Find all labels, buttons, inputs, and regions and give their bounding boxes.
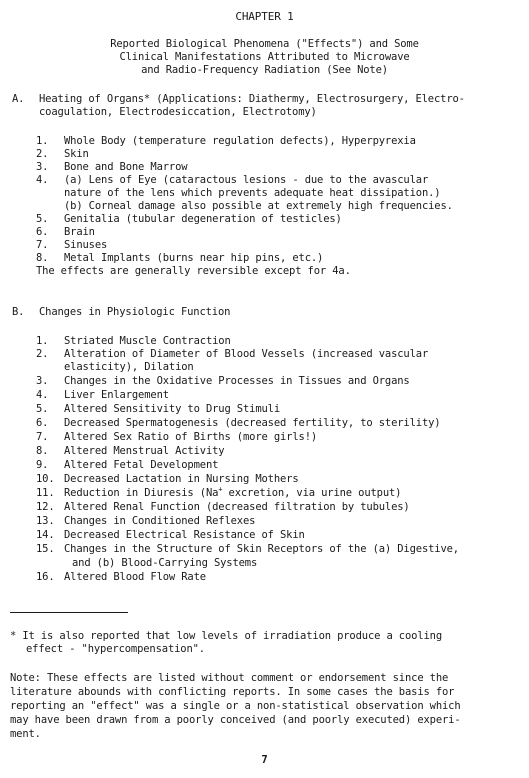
section-b-item: Alteration of Diameter of Blood Vessels (increased vascular bbox=[64, 348, 429, 360]
section-a-item-number: 8. bbox=[36, 252, 49, 264]
section-b-item-number: 12. bbox=[36, 501, 55, 513]
section-b-item bbox=[64, 487, 401, 501]
section-b-item: Decreased Spermatogenesis (decreased fertility, to sterility) bbox=[64, 417, 441, 429]
section-b-item-number: 15. bbox=[36, 543, 55, 555]
section-b-item: Altered Renal Function (decreased filtration by tubules) bbox=[64, 501, 410, 513]
section-a-item-number: 7. bbox=[36, 239, 49, 251]
footnote-line-2: effect - "hypercompensation". bbox=[26, 643, 205, 655]
section-b-item: Changes in the Structure of Skin Receptors of the (a) Digestive, bbox=[64, 543, 459, 555]
section-b-item-number: 11. bbox=[36, 487, 55, 499]
section-a-item-number: 3. bbox=[36, 161, 49, 173]
section-a-item: Metal Implants (burns near hip pins, etc.) bbox=[64, 252, 324, 264]
section-b-item-number: 13. bbox=[36, 515, 55, 527]
section-b-item: Altered Sensitivity to Drug Stimuli bbox=[64, 403, 281, 415]
section-b-item: Decreased Lactation in Nursing Mothers bbox=[64, 473, 299, 485]
chapter-title-line-3: and Radio-Frequency Radiation (See Note) bbox=[141, 64, 388, 76]
section-b-item-number: 4. bbox=[36, 389, 49, 401]
section-b-item-number: 6. bbox=[36, 417, 49, 429]
footnote-divider bbox=[10, 612, 128, 613]
section-b-item-continuation: and (b) Blood-Carrying Systems bbox=[72, 557, 258, 569]
section-b-item-continuation: elasticity), Dilation bbox=[64, 361, 194, 373]
section-a-item: (a) Lens of Eye (cataractous lesions - due to the avascular bbox=[64, 174, 429, 186]
section-a-letter: A. bbox=[12, 93, 25, 105]
section-a-heading-line-2: coagulation, Electrodesiccation, Electrotomy) bbox=[39, 106, 317, 118]
section-a-item: Brain bbox=[64, 226, 95, 238]
section-a-item: Bone and Bone Marrow bbox=[64, 161, 188, 173]
section-b-item: Altered Fetal Development bbox=[64, 459, 219, 471]
note-line-3: reporting an "effect" was a single or a non-statistical observation which bbox=[10, 700, 461, 712]
note-line-5: ment. bbox=[10, 728, 41, 740]
section-b-item: Altered Menstrual Activity bbox=[64, 445, 225, 457]
section-a-item-number: 5. bbox=[36, 213, 49, 225]
section-b-item-text: Reduction in Diuresis (Na bbox=[64, 487, 219, 499]
section-a-item-continuation: nature of the lens which prevents adequate heat dissipation.) bbox=[64, 187, 441, 199]
section-b-item-number: 7. bbox=[36, 431, 49, 443]
section-b-item-number: 3. bbox=[36, 375, 49, 387]
page-number: 7 bbox=[261, 754, 268, 766]
section-a-item: Genitalia (tubular degeneration of testicles) bbox=[64, 213, 342, 225]
chapter-title-line-1: Reported Biological Phenomena ("Effects") and Some bbox=[110, 38, 419, 50]
section-a-item-continuation: (b) Corneal damage also possible at extremely high frequencies. bbox=[64, 200, 453, 212]
note-line-4: may have been drawn from a poorly conceived (and poorly executed) experi- bbox=[10, 714, 461, 726]
section-b-item-number: 5. bbox=[36, 403, 49, 415]
footnote-line-1: * It is also reported that low levels of irradiation produce a cooling bbox=[10, 630, 443, 642]
section-b-item: Altered Blood Flow Rate bbox=[64, 571, 206, 583]
section-a-heading-line-1: Heating of Organs* (Applications: Diathermy, Electrosurgery, Electro- bbox=[39, 93, 465, 105]
section-b-item-number: 2. bbox=[36, 348, 49, 360]
note-line-1: Note: These effects are listed without comment or endorsement since the bbox=[10, 672, 449, 684]
section-b-item: Changes in Conditioned Reflexes bbox=[64, 515, 256, 527]
section-b-item: Changes in the Oxidative Processes in Tissues and Organs bbox=[64, 375, 410, 387]
section-b-item-number: 16. bbox=[36, 571, 55, 583]
section-a-item-number: 4. bbox=[36, 174, 49, 186]
section-b-item: Striated Muscle Contraction bbox=[64, 335, 231, 347]
section-b-letter: B. bbox=[12, 306, 25, 318]
section-a-item-number: 2. bbox=[36, 148, 49, 160]
section-b-item-number: 8. bbox=[36, 445, 49, 457]
section-b-item-number: 14. bbox=[36, 529, 55, 541]
section-a-item: Whole Body (temperature regulation defects), Hyperpyrexia bbox=[64, 135, 416, 147]
chapter-title-line-2: Clinical Manifestations Attributed to Microwave bbox=[119, 51, 410, 63]
section-a-item: Sinuses bbox=[64, 239, 108, 251]
chapter-heading: CHAPTER 1 bbox=[235, 10, 294, 23]
section-b-item-number: 10. bbox=[36, 473, 55, 485]
section-a-item-number: 6. bbox=[36, 226, 49, 238]
section-b-item: Liver Enlargement bbox=[64, 389, 169, 401]
section-b-item: Decreased Electrical Resistance of Skin bbox=[64, 529, 305, 541]
superscript-plus: + bbox=[218, 485, 223, 494]
section-b-item-number: 1. bbox=[36, 335, 49, 347]
note-line-2: literature abounds with conflicting reports. In some cases the basis for bbox=[10, 686, 455, 698]
section-b-item-number: 9. bbox=[36, 459, 49, 471]
section-a-closing: The effects are generally reversible except for 4a. bbox=[36, 265, 351, 277]
section-a-item-number: 1. bbox=[36, 135, 49, 147]
section-b-item: Altered Sex Ratio of Births (more girls!) bbox=[64, 431, 318, 443]
section-a-item: Skin bbox=[64, 148, 89, 160]
section-b-heading: Changes in Physiologic Function bbox=[39, 306, 231, 318]
section-b-item-text: excretion, via urine output) bbox=[222, 487, 402, 499]
